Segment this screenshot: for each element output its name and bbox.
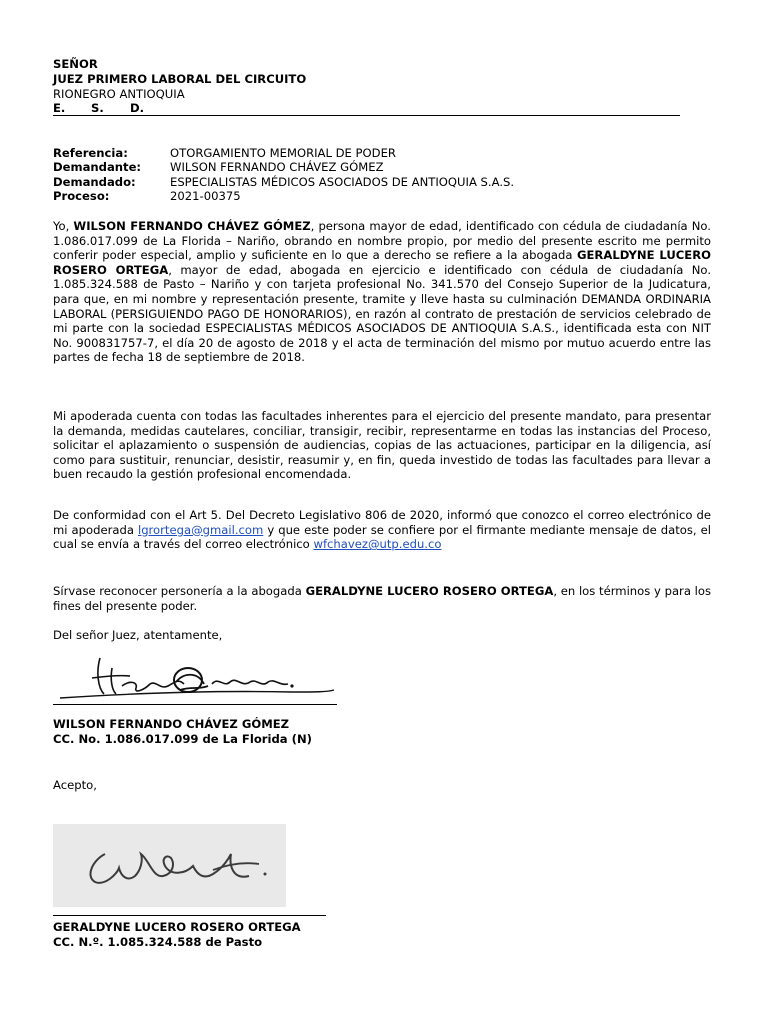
p1-attorney-name: GERALDYNE LUCERO ROSERO ORTEGA: [53, 248, 711, 277]
closing-line: Del señor Juez, atentamente,: [53, 628, 223, 642]
p1-text-e: , mayor de edad, abogada en ejercicio e identificado con cédula de ciudadanía No. 1.085.324.588 de Pasto – Nariño y con tarjeta profesional No. 341.570 del Consejo Superior de la Judicatura, para que, en mi nombre y representación presente, tramite y lleve hasta su culminación DEMANDA ORDINARIA LABORAL (PERSIGUIENDO PAGO DE HONORARIOS), en razón al contrato de prestación de servicios celebrado de mi parte con la sociedad ESPECIALISTAS MÉDICOS ASOCIADOS DE ANTIOQUIA S.A.S., identificada esta con NIT No. 900831757-7, el día 20 de agosto de 2018 y el acta de terminación del mismo por mutuo acuerdo entre las partes de fecha 18 de septiembre de 2018.: [53, 262, 712, 365]
demandado-label: Demandado:: [53, 175, 136, 189]
paragraph-faculties: Mi apoderada cuenta con todas las facultades inherentes para el ejercicio del presente mandato, para presentar la demanda, medidas cautelares, conciliar, transigir, recibir, representarme en todas las instancias del Proceso, solicitar el aplazamiento o suspensión de audiencias, copias de las actuaciones, participar en la diligencia, así como para sustituir, renunciar, desistir, reasumir y, en fin, queda investido de todas las facultades para llevar a buen recaudo la gestión profesional encomendada.: [53, 409, 711, 482]
p1-text-c: , persona mayor de edad, identificado con cédula de ciudadanía No. 1.086.017.099 de La Florida – Nariño, obrando en nombre propio, por medio del presente escrito me permito conferir poder especial, amplio y suficiente en lo que a derecho se refiere a la abogada: [53, 219, 711, 263]
salutation: SEÑOR: [53, 57, 98, 71]
proceso-label: Proceso:: [53, 189, 110, 203]
p1-grantor-name: WILSON FERNANDO CHÁVEZ GÓMEZ: [73, 219, 311, 233]
p4-attorney-name: GERALDYNE LUCERO ROSERO ORTEGA: [305, 584, 554, 598]
p1-text-a: Yo,: [53, 219, 74, 233]
paragraph-recognition: [53, 584, 711, 613]
p3-text-b: y que este poder se confiere por el firmante mediante mensaje de datos, el cual se envía a través del correo electrónico: [53, 522, 711, 552]
signature-2-line: [53, 915, 326, 916]
esd-e: E.: [53, 101, 66, 115]
demandante-label: Demandante:: [53, 160, 142, 174]
referencia-label: Referencia:: [53, 146, 128, 160]
court-name: JUEZ PRIMERO LABORAL DEL CIRCUITO: [53, 72, 307, 86]
paragraph-grant: [53, 219, 711, 365]
paragraph-conformity: [53, 508, 711, 552]
signature-2-image: [53, 824, 286, 907]
esd-underline: [53, 115, 680, 116]
esd-d: D.: [130, 101, 145, 115]
ref-proceso: [53, 189, 241, 204]
ref-referencia: [53, 146, 396, 161]
demandado-value: ESPECIALISTAS MÉDICOS ASOCIADOS DE ANTIOQUIA S.A.S.: [170, 175, 515, 189]
signature-1-line: [53, 704, 337, 705]
signer-2-name: GERALDYNE LUCERO ROSERO ORTEGA: [53, 920, 301, 934]
signer-1-id: CC. No. 1.086.017.099 de La Florida (N): [53, 732, 312, 746]
p3-text-a: De conformidad con el Art 5. Del Decreto Legislativo 806 de 2020, informó que conozco el correo electrónico de mi apoderada: [53, 508, 711, 537]
attorney-email-link[interactable]: lgrortega@gmail.com: [137, 522, 264, 537]
p4-text-c: , en los términos y para los fines del presente poder.: [53, 584, 712, 613]
court-location: RIONEGRO ANTIOQUIA: [53, 87, 185, 101]
proceso-value: 2021-00375: [170, 189, 241, 203]
demandante-value: WILSON FERNANDO CHÁVEZ GÓMEZ: [170, 160, 384, 174]
signer-1-name: WILSON FERNANDO CHÁVEZ GÓMEZ: [53, 717, 290, 731]
esd-line: [53, 101, 144, 116]
p4-text-a: Sírvase reconocer personería a la abogada: [53, 584, 306, 598]
esd-s: S.: [91, 101, 104, 115]
signature-1-image: [52, 650, 352, 708]
grantor-email-link[interactable]: wfchavez@utp.edu.co: [313, 537, 442, 552]
signer-2-id: CC. N.º. 1.085.324.588 de Pasto: [53, 935, 263, 949]
ref-demandado: [53, 175, 514, 190]
referencia-value: OTORGAMIENTO MEMORIAL DE PODER: [170, 146, 396, 160]
acceptance-label: Acepto,: [53, 778, 97, 792]
ref-demandante: [53, 160, 384, 175]
